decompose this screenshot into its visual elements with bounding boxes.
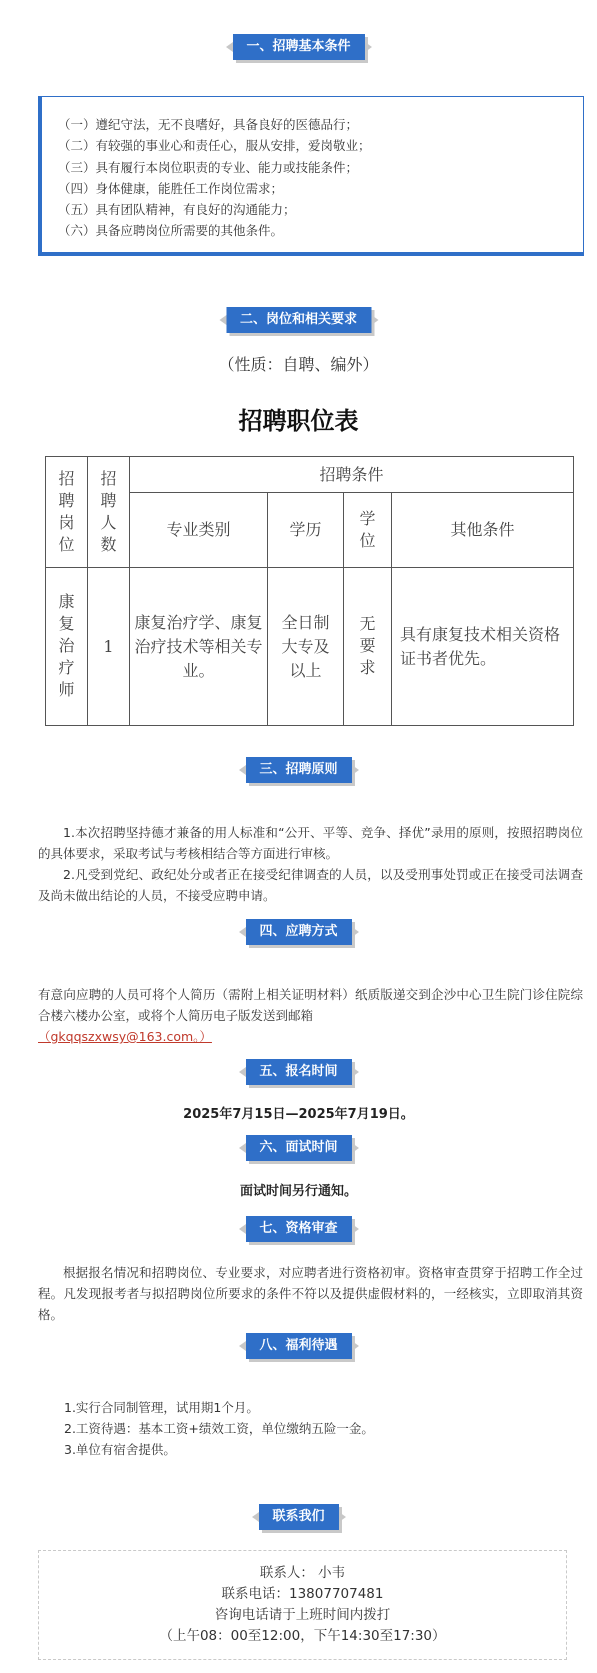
principle-1: 1.本次招聘坚持德才兼备的用人标准和“公开、平等、竞争、择优”录用的原则，按照招聘岗位的具体要求，采取考试与考核相结合等方面进行审核。: [38, 825, 583, 861]
table-title: 招聘职位表: [238, 407, 359, 435]
contact-box: [38, 1550, 567, 1660]
header-conditions: 招聘条件: [130, 457, 574, 493]
apply-description: 有意向应聘的人员可将个人简历（需附上相关证明材料）纸质版递交到企沙中心卫生院门诊住院综合楼六楼办公室，或将个人简历电子版发送到邮箱: [38, 987, 583, 1023]
section-badge-review: 七、资格审查: [245, 1216, 351, 1242]
interview-note: 面试时间另行通知。: [239, 1184, 357, 1199]
cell-other: 具有康复技术相关资格证书者优先。: [392, 568, 574, 726]
recruitment-table: [45, 456, 574, 726]
condition-item: （四）身体健康，能胜任工作岗位需求；: [58, 180, 284, 196]
section-badge-basic-conditions: 一、招聘基本条件: [232, 34, 364, 60]
condition-item: （三）具有履行本岗位职责的专业、能力或技能条件；: [58, 159, 359, 175]
header-major: 专业类别: [130, 493, 268, 568]
apply-text: [38, 984, 583, 1047]
condition-item: （一）遵纪守法，无不良嗜好，具备良好的医德品行；: [58, 117, 359, 132]
contact-phone[interactable]: 联系电话：13807707481: [221, 1586, 384, 1602]
section-badge-contact: 联系我们: [258, 1504, 338, 1530]
cell-position: 康复治疗师: [46, 568, 88, 726]
conditions-box: [38, 96, 584, 256]
benefits-list: [64, 1397, 564, 1460]
benefit-item: 1.实行合同制管理，试用期1个月。: [64, 1400, 259, 1415]
header-position: 招聘岗位: [46, 457, 88, 568]
cell-major: 康复治疗学、康复治疗技术等相关专业。: [130, 568, 268, 726]
cell-degree: 无要求: [344, 568, 392, 726]
condition-item: （六）具备应聘岗位所需要的其他条件。: [58, 223, 284, 239]
section-badge-registration: 五、报名时间: [245, 1059, 351, 1085]
header-degree: 学位: [344, 493, 392, 568]
header-other: 其他条件: [392, 493, 574, 568]
benefit-item: 2.工资待遇：基本工资+绩效工资，单位缴纳五险一金。: [64, 1421, 374, 1436]
header-count: 招聘人数: [88, 457, 130, 568]
section-badge-positions: 二、岗位和相关要求: [226, 307, 371, 333]
section-badge-interview: 六、面试时间: [245, 1135, 351, 1161]
cell-count: 1: [88, 568, 130, 726]
section-badge-benefits: 八、福利待遇: [245, 1333, 351, 1359]
registration-dates: 2025年7月15日—2025年7月19日。: [183, 1107, 414, 1122]
contact-person: 联系人： 小韦: [259, 1565, 346, 1581]
header-education: 学历: [268, 493, 344, 568]
condition-item: （五）具有团队精神，有良好的沟通能力；: [58, 202, 296, 218]
review-text: 根据报名情况和招聘岗位、专业要求，对应聘者进行资格初审。资格审查贯穿于招聘工作全过程。凡发现报考者与拟招聘岗位所要求的条件不符以及提供虚假材料的，一经核实，立即取消其资格。: [38, 1265, 583, 1322]
apply-email-link[interactable]: （gkqqszxwsy@163.com。）: [38, 1029, 212, 1044]
contact-note: 咨询电话请于上班时间内拨打: [214, 1607, 391, 1623]
contact-hours: （上午08：00至12:00，下午14:30至17:30）: [159, 1628, 446, 1644]
job-nature: （性质：自聘、编外）: [218, 355, 379, 374]
condition-item: （二）有较强的事业心和责任心，服从安排，爱岗敬业；: [58, 138, 371, 154]
section-badge-apply: 四、应聘方式: [245, 919, 351, 945]
principle-2: 2.凡受到党纪、政纪处分或者正在接受纪律调查的人员，以及受刑事处罚或正在接受司法调查及尚未做出结论的人员，不接受应聘申请。: [38, 867, 583, 903]
benefit-item: 3.单位有宿舍提供。: [64, 1442, 176, 1457]
cell-education: 全日制大专及以上: [268, 568, 344, 726]
section-badge-principles: 三、招聘原则: [245, 757, 351, 783]
